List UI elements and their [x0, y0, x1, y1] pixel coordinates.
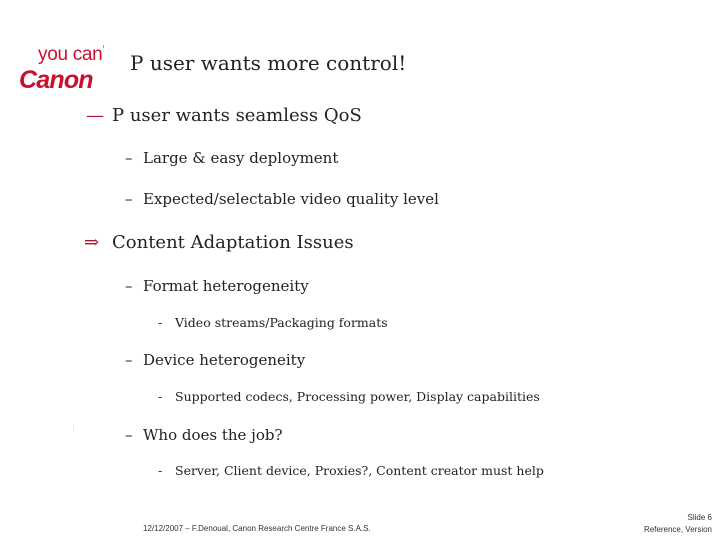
- bullet-text: Content Adaptation Issues: [112, 232, 354, 253]
- footer-reference: Reference, Version: [643, 525, 712, 534]
- dash-bullet-icon: –: [125, 190, 133, 208]
- dash-bullet-icon: –: [125, 426, 133, 444]
- dash-bullet-icon: –: [125, 351, 133, 369]
- dash-bullet-icon: -: [158, 463, 163, 478]
- bullet-text: Format heterogeneity: [143, 277, 309, 295]
- dash-bullet-icon: —: [86, 105, 104, 126]
- slide-number: Slide 6: [687, 513, 712, 522]
- bullet-text: Expected/selectable video quality level: [143, 190, 439, 208]
- arrow-bullet-icon: ⇒: [84, 232, 100, 253]
- bullet-text: Video streams/Packaging formats: [175, 315, 388, 330]
- bullet-text: Who does the job?: [143, 426, 283, 444]
- side-watermark-icon: · · ·: [71, 424, 77, 432]
- dash-bullet-icon: –: [125, 277, 133, 295]
- bullet-text: Server, Client device, Proxies?, Content creator must help: [175, 463, 544, 478]
- tagline-mark-icon: ’: [102, 44, 105, 56]
- dash-bullet-icon: –: [125, 149, 133, 167]
- footer-date-author: 12/12/2007 – F.Denoual, Canon Research Centre France S.A.S.: [143, 524, 371, 533]
- slide-title: P user wants more control!: [130, 51, 407, 75]
- brand-logo: Canon: [19, 66, 93, 94]
- bullet-text: Large & easy deployment: [143, 149, 339, 167]
- dash-bullet-icon: -: [158, 389, 163, 404]
- dash-bullet-icon: -: [158, 315, 163, 330]
- bullet-text: Device heterogeneity: [143, 351, 306, 369]
- bullet-text: P user wants seamless QoS: [112, 105, 362, 126]
- bullet-text: Supported codecs, Processing power, Display capabilities: [175, 389, 540, 404]
- brand-tagline: you can’: [38, 44, 105, 65]
